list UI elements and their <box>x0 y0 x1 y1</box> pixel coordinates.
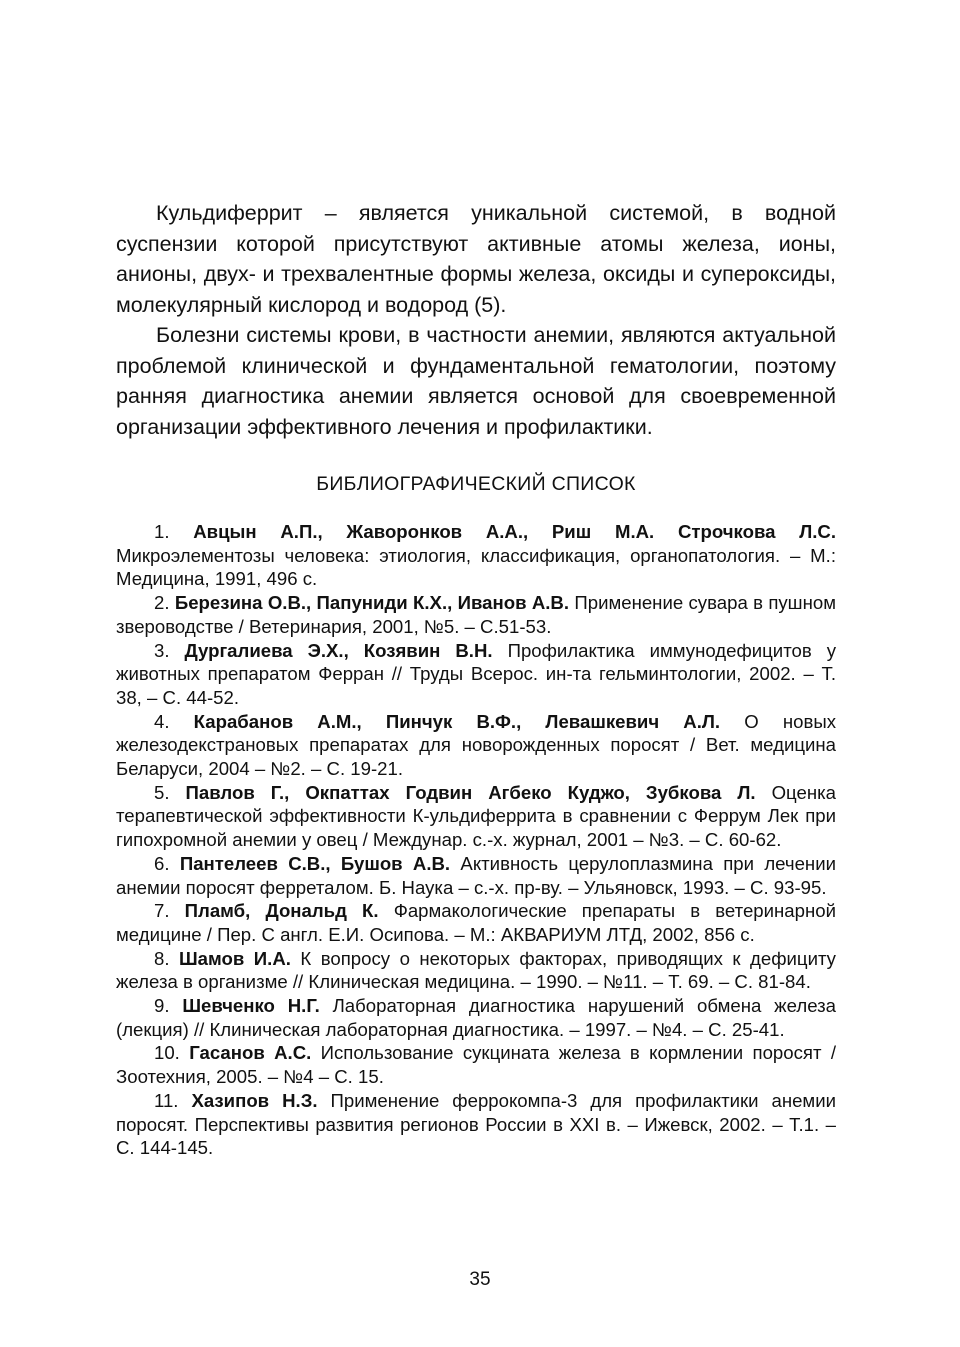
reference-text: Профилактика иммунодефицитов у животных препаратом Ферран // Труды Всерос. ин-та гельминтологии, 2002. – Т. 38, – С. 44-52. <box>116 639 837 708</box>
reference-text: Оценка терапевтической эффективности К-ульдиферрита в сравнении с Феррум Лек при гипохромной анемии у овец / Междунар. с.-х. журнал, 2001 – №3. – С. 60-62. <box>116 781 836 851</box>
reference-text: Использование сукцината железа в кормлении поросят / Зоотехния, 2005. – №4 – С. 15. <box>116 1042 836 1088</box>
reference-item <box>116 639 836 710</box>
reference-authors: Шевченко Н.Г. <box>182 995 320 1017</box>
reference-number: 2. <box>154 592 170 614</box>
reference-number: 11. <box>154 1089 179 1111</box>
reference-number: 3. <box>154 639 170 661</box>
paragraph: Кульдиферрит – является уникальной системой, в водной суспензии которой присутствуют активные атомы железа, ионы, анионы, двух- и трехвалентные формы железа, оксиды и супероксиды, молекулярный кислород и водород (5). <box>116 201 836 317</box>
reference-text: Активность церулоплазмина при лечении анемии поросят ферреталом. Б. Наука – с.-х. пр-ву. – Ульяновск, 1993. – С. 93-95. <box>116 852 836 898</box>
reference-authors: Карабанов А.М., Пинчук В.Ф., Левашкевич А.Л. <box>193 710 721 732</box>
reference-item <box>116 947 836 994</box>
reference-item <box>116 1089 836 1160</box>
reference-item <box>116 710 836 781</box>
reference-text: Применение феррокомпа-3 для профилактики анемии поросят. Перспективы развития регионов России в XXI в. – Ижевск, 2002. – Т.1. – С. 144-145. <box>116 1089 836 1159</box>
reference-item <box>116 1041 836 1088</box>
reference-number: 6. <box>154 852 170 874</box>
bibliography-heading: БИБЛИОГРАФИЧЕСКИЙ СПИСОК <box>316 473 636 495</box>
reference-item <box>116 994 836 1041</box>
reference-item <box>116 591 836 638</box>
reference-item <box>116 781 836 852</box>
reference-number: 4. <box>154 710 170 732</box>
reference-number: 9. <box>154 995 170 1017</box>
reference-authors: Пантелеев С.В., Бушов А.В. <box>179 852 451 874</box>
page-number: 35 <box>469 1269 491 1290</box>
reference-authors: Пламб, Дональд К. <box>184 900 379 922</box>
reference-item <box>116 852 836 899</box>
reference-number: 8. <box>154 947 170 969</box>
reference-authors: Павлов Г., Окпаттах Годвин Агбеко Куджо, Зубкова Л. <box>185 781 756 803</box>
reference-authors: Шамов И.А. <box>179 947 291 969</box>
reference-number: 1. <box>154 521 170 542</box>
reference-list <box>116 520 836 1160</box>
reference-text: Микроэлементозы человека: этиология, классификация, органопатология. – М.: Медицина, 1991, 496 с. <box>116 544 836 590</box>
reference-text: Фармакологические препараты в ветеринарной медицине / Пер. С англ. Е.И. Осипова. – М.: АКВАРИУМ ЛТД, 2002, 856 с. <box>116 900 836 945</box>
reference-number: 5. <box>154 781 170 803</box>
page-content <box>116 198 836 1160</box>
reference-authors: Дургалиева Э.Х., Козявин В.Н. <box>184 639 493 661</box>
reference-number: 10. <box>154 1042 180 1064</box>
reference-text: Применение сувара в пушном звероводстве / Ветеринария, 2001, №5. – С.51-53. <box>116 592 836 637</box>
reference-text: О новых железодекстрановых препаратах для новорожденных поросят / Вет. медицина Беларуси, 2004 – №2. – С. 19-21. <box>116 710 836 780</box>
reference-item <box>116 520 836 591</box>
paragraph: Болезни системы крови, в частности анемии, являются актуальной проблемой клинической и фундаментальной гематологии, поэтому ранняя диагностика анемии является основой для своевременной организации эффективного лечения и профилактики. <box>116 323 836 439</box>
reference-authors: Гасанов А.С. <box>189 1042 312 1064</box>
reference-text: Лабораторная диагностика нарушений обмена железа (лекция) // Клиническая лабораторная диагностика. – 1997. – №4. – С. 25-41. <box>116 995 836 1040</box>
reference-number: 7. <box>154 900 170 922</box>
reference-authors: Авцын А.П., Жаворонков А.А., Риш М.А. Строчкова Л.С. <box>193 521 836 542</box>
reference-authors: Хазипов Н.З. <box>191 1089 318 1111</box>
reference-authors: Березина О.В., Папуниди К.Х., Иванов А.В. <box>174 592 570 614</box>
reference-text: К вопросу о некоторых факторах, приводящих к дефициту железа в организме // Клиническая медицина. – 1990. – №11. – Т. 69. – С. 81-84. <box>116 947 836 993</box>
reference-item <box>116 899 836 946</box>
